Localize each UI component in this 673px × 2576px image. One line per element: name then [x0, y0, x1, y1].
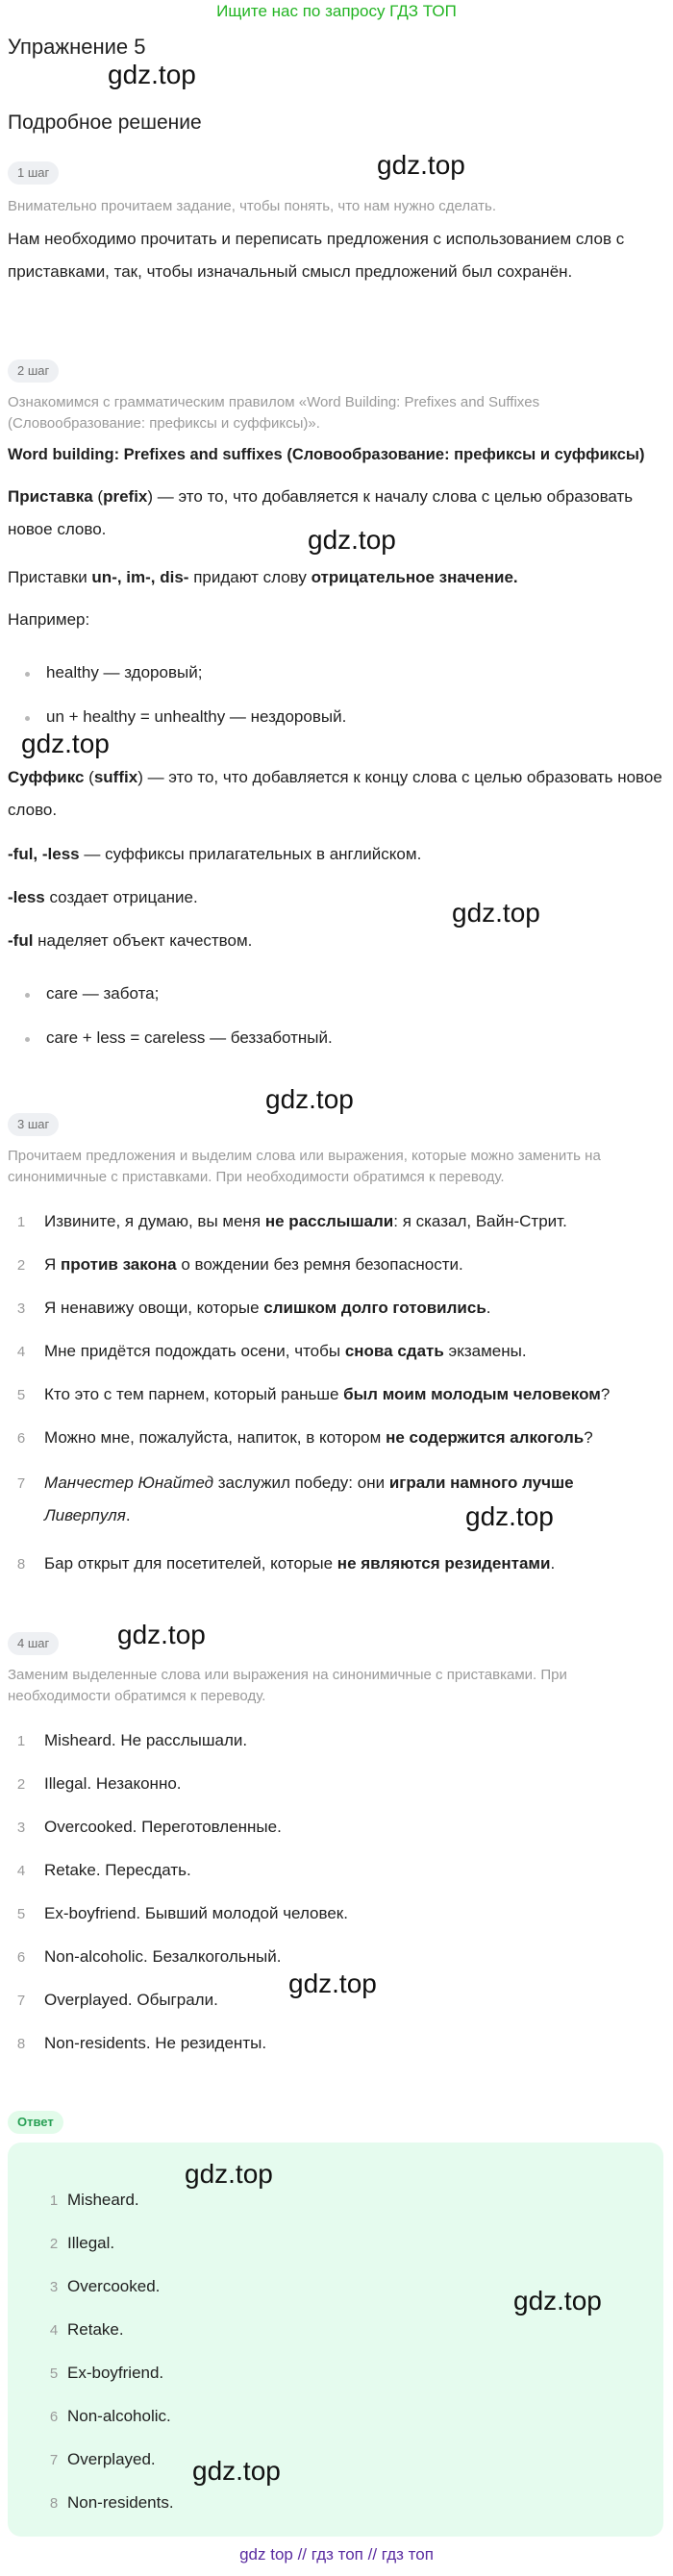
- item-text: Overplayed. Обыграли.: [44, 1991, 218, 2009]
- watermark: gdz.top: [465, 1501, 554, 1531]
- item-text: Я ненавижу овощи, которые: [44, 1299, 264, 1317]
- item-number: 6: [49, 2409, 59, 2425]
- list-item: [8, 1549, 652, 1579]
- list-item: [25, 663, 202, 682]
- prefixes-rule: [8, 561, 663, 594]
- item-text: : я сказал, Вайн-Стрит.: [393, 1212, 567, 1230]
- list-item: [25, 1028, 333, 1048]
- prefix-definition-text: ) — это то, что добавляется к началу слова с целью образовать новое слово.: [8, 487, 634, 538]
- item-text: Можно мне, пожалуйста, напиток, в котором: [44, 1428, 386, 1447]
- item-number: 6: [16, 1430, 26, 1447]
- item-text: Бар открыт для посетителей, которые: [44, 1554, 337, 1573]
- item-text: Overcooked.: [67, 2277, 161, 2295]
- item-number: 7: [49, 2452, 59, 2468]
- answer-item: [40, 2493, 174, 2513]
- item-number: 8: [49, 2495, 59, 2512]
- prefixes-mid: придают слову: [193, 568, 307, 586]
- item-highlight: играли намного лучше: [388, 1474, 574, 1492]
- item-number: 6: [16, 1949, 26, 1966]
- suffix-rule: [8, 881, 663, 914]
- list-item: [8, 1380, 652, 1410]
- item-number: 7: [16, 1993, 26, 2009]
- item-text: Мне придётся подождать осени, чтобы: [44, 1342, 345, 1360]
- item-text: .: [550, 1554, 556, 1573]
- answer-badge: Ответ: [8, 2111, 63, 2134]
- list-item: [8, 1207, 652, 1237]
- prefix-definition: Приставка (prefix) — это то, что добавляется к началу слова с целью образовать новое слово.: [8, 487, 634, 538]
- item-text: ?: [600, 1385, 611, 1403]
- item-highlight: слишком долго готовились: [263, 1299, 486, 1317]
- watermark: gdz.top: [513, 2286, 602, 2316]
- list-item: [8, 2029, 652, 2059]
- item-number: 4: [16, 1344, 26, 1360]
- answer-item: [40, 2191, 139, 2210]
- item-text: Illegal. Незаконно.: [44, 1774, 182, 1793]
- watermark: gdz.top: [117, 1620, 206, 1649]
- answer-item: [40, 2234, 114, 2253]
- item-text: Retake. Пересдать.: [44, 1861, 191, 1879]
- item-number: 3: [16, 1300, 26, 1317]
- item-text: о вождении без ремня безопасности.: [176, 1255, 463, 1274]
- step-instruction: Прочитаем предложения и выделим слова или выражения, которые можно заменить на синонимичные с приставками. При необходимости обратимся к переводу.: [8, 1148, 601, 1185]
- list-item: [8, 1856, 652, 1886]
- list-item-text: un + healthy = unhealthy — нездоровый.: [46, 707, 347, 726]
- item-number: 2: [16, 1257, 26, 1274]
- item-number: 5: [16, 1387, 26, 1403]
- step-badge: 2 шаг: [8, 359, 59, 383]
- suffix-rule-text: — суффиксы прилагательных в английском.: [84, 845, 422, 863]
- page-title: Упражнение 5: [8, 35, 146, 59]
- prefix-term: Приставка: [8, 487, 93, 506]
- item-highlight: против закона: [61, 1255, 177, 1274]
- step-badge: 1 шаг: [8, 161, 59, 185]
- search-banner[interactable]: Ищите нас по запросу ГДЗ ТОП: [216, 2, 457, 20]
- answer-item: [40, 2407, 171, 2426]
- item-number: 5: [49, 2365, 59, 2382]
- section-title: Подробное решение: [8, 111, 202, 134]
- watermark: gdz.top: [377, 150, 465, 180]
- item-text: Illegal.: [67, 2234, 115, 2252]
- item-text: ?: [584, 1428, 593, 1447]
- item-number: 1: [49, 2192, 59, 2209]
- answer-item: [40, 2320, 124, 2340]
- item-text: .: [486, 1299, 491, 1317]
- item-text: экзамены.: [443, 1342, 527, 1360]
- list-item-text: care — забота;: [46, 984, 160, 1003]
- suffix-rule-text: создает отрицание.: [49, 888, 198, 906]
- item-text: Ex-boyfriend.: [67, 2364, 164, 2382]
- suffix-rule-text: наделяет объект качеством.: [37, 931, 253, 950]
- suffix-term-en: suffix: [93, 768, 138, 786]
- watermark: gdz.top: [308, 525, 396, 555]
- answer-item: [40, 2364, 163, 2383]
- footer-links[interactable]: gdz top // гдз топ // гдз топ: [239, 2545, 434, 2564]
- item-text: .: [125, 1506, 131, 1524]
- list-item: [8, 1899, 652, 1929]
- list-item: [8, 1424, 652, 1453]
- item-number: 7: [16, 1475, 26, 1492]
- item-text: Retake.: [67, 2320, 124, 2339]
- suffix-rule: [8, 838, 663, 871]
- item-number: 2: [49, 2236, 59, 2252]
- list-item: [8, 1251, 652, 1280]
- item-number: 8: [16, 2036, 26, 2052]
- item-highlight: снова сдать: [344, 1342, 444, 1360]
- example-label: Например:: [8, 610, 90, 629]
- suffix-definition-text: ) — это то, что добавляется к концу слова с целью образовать новое слово.: [8, 768, 662, 819]
- item-number: 4: [49, 2322, 59, 2339]
- item-number: 2: [16, 1776, 26, 1793]
- item-text: Ex-boyfriend. Бывший молодой человек.: [44, 1904, 348, 1922]
- list-item-text: care + less = careless — беззаботный.: [46, 1028, 333, 1047]
- list-item: [8, 1770, 652, 1799]
- suffix-term: Суффикс: [8, 768, 85, 786]
- suffix-definition: Суффикс (suffix) — это то, что добавляется к концу слова с целью образовать новое слово.: [8, 768, 662, 819]
- watermark: gdz.top: [265, 1084, 354, 1114]
- item-text: Извините, я думаю, вы меня: [44, 1212, 265, 1230]
- item-number: 1: [16, 1733, 26, 1749]
- item-text: Манчестер Юнайтед: [44, 1474, 213, 1492]
- step-instruction: Ознакомимся с грамматическим правилом «Word Building: Prefixes and Suffixes (Словообразование: префиксы и суффиксы)».: [8, 394, 540, 432]
- item-highlight: не являются резидентами: [336, 1554, 551, 1573]
- item-number: 3: [49, 2279, 59, 2295]
- answer-item: [40, 2450, 156, 2469]
- watermark: gdz.top: [288, 1969, 377, 1998]
- item-text: Misheard.: [67, 2191, 139, 2209]
- prefixes-intro: Приставки: [8, 568, 87, 586]
- watermark: gdz.top: [452, 898, 540, 928]
- step-body: Нам необходимо прочитать и переписать предложения с использованием слов с приставками, так, чтобы изначальный смысл предложений был сохранён.: [8, 230, 625, 281]
- item-text: Non-residents.: [67, 2493, 174, 2512]
- item-highlight: был моим молодым человеком: [343, 1385, 601, 1403]
- bullet-dot: [25, 672, 30, 677]
- item-number: 5: [16, 1906, 26, 1922]
- item-number: 8: [16, 1556, 26, 1573]
- item-text: Overcooked. Переготовленные.: [44, 1818, 282, 1836]
- list-item: [25, 707, 346, 727]
- item-text: Ливерпуля: [44, 1506, 126, 1524]
- list-item: [25, 984, 159, 1003]
- list-item: [8, 1813, 652, 1843]
- suffix-ful: -ful: [8, 931, 34, 950]
- item-number: 4: [16, 1863, 26, 1879]
- bullet-dot: [25, 1037, 30, 1042]
- rule-heading: Word building: Prefixes and suffixes (Словообразование: префиксы и суффиксы): [8, 446, 645, 463]
- step-badge: 4 шаг: [8, 1632, 59, 1655]
- item-number: 3: [16, 1820, 26, 1836]
- prefix-term-en: prefix: [103, 487, 148, 506]
- step-badge: 3 шаг: [8, 1113, 59, 1136]
- bullet-dot: [25, 993, 30, 998]
- prefixes-list: un-, im-, dis-: [91, 568, 189, 586]
- list-item-text: healthy — здоровый;: [46, 663, 203, 681]
- list-item: [8, 1986, 652, 2016]
- item-highlight: не расслышали: [264, 1212, 394, 1230]
- answer-item: [40, 2277, 160, 2296]
- item-text: Misheard. Не расслышали.: [44, 1731, 248, 1749]
- suffix-less: -less: [8, 888, 45, 906]
- watermark: gdz.top: [21, 729, 110, 758]
- suffix-list: -ful, -less: [8, 845, 80, 863]
- item-number: 1: [16, 1214, 26, 1230]
- item-text: Кто это с тем парнем, который раньше: [44, 1385, 344, 1403]
- item-text: Я: [44, 1255, 61, 1274]
- item-text: заслужил победу: они: [213, 1474, 389, 1492]
- item-text: Non-alcoholic. Безалкогольный.: [44, 1947, 282, 1966]
- step-instruction: Внимательно прочитаем задание, чтобы понять, что нам нужно сделать.: [8, 198, 497, 214]
- item-highlight: не содержится алкоголь: [386, 1428, 585, 1447]
- suffix-rule: [8, 925, 663, 957]
- prefixes-meaning: отрицательное значение.: [311, 568, 518, 586]
- bullet-dot: [25, 716, 30, 721]
- list-item: [8, 1294, 652, 1324]
- list-item: [8, 1337, 652, 1367]
- watermark: gdz.top: [108, 60, 196, 89]
- watermark: gdz.top: [185, 2159, 273, 2189]
- watermark: gdz.top: [192, 2456, 281, 2486]
- item-text: Overplayed.: [67, 2450, 156, 2468]
- item-text: Non-alcoholic.: [67, 2407, 171, 2425]
- item-text: Non-residents. Не резиденты.: [44, 2034, 267, 2052]
- step-instruction: Заменим выделенные слова или выражения на синонимичные с приставками. При необходимости обратимся к переводу.: [8, 1667, 567, 1704]
- list-item: [8, 1726, 652, 1756]
